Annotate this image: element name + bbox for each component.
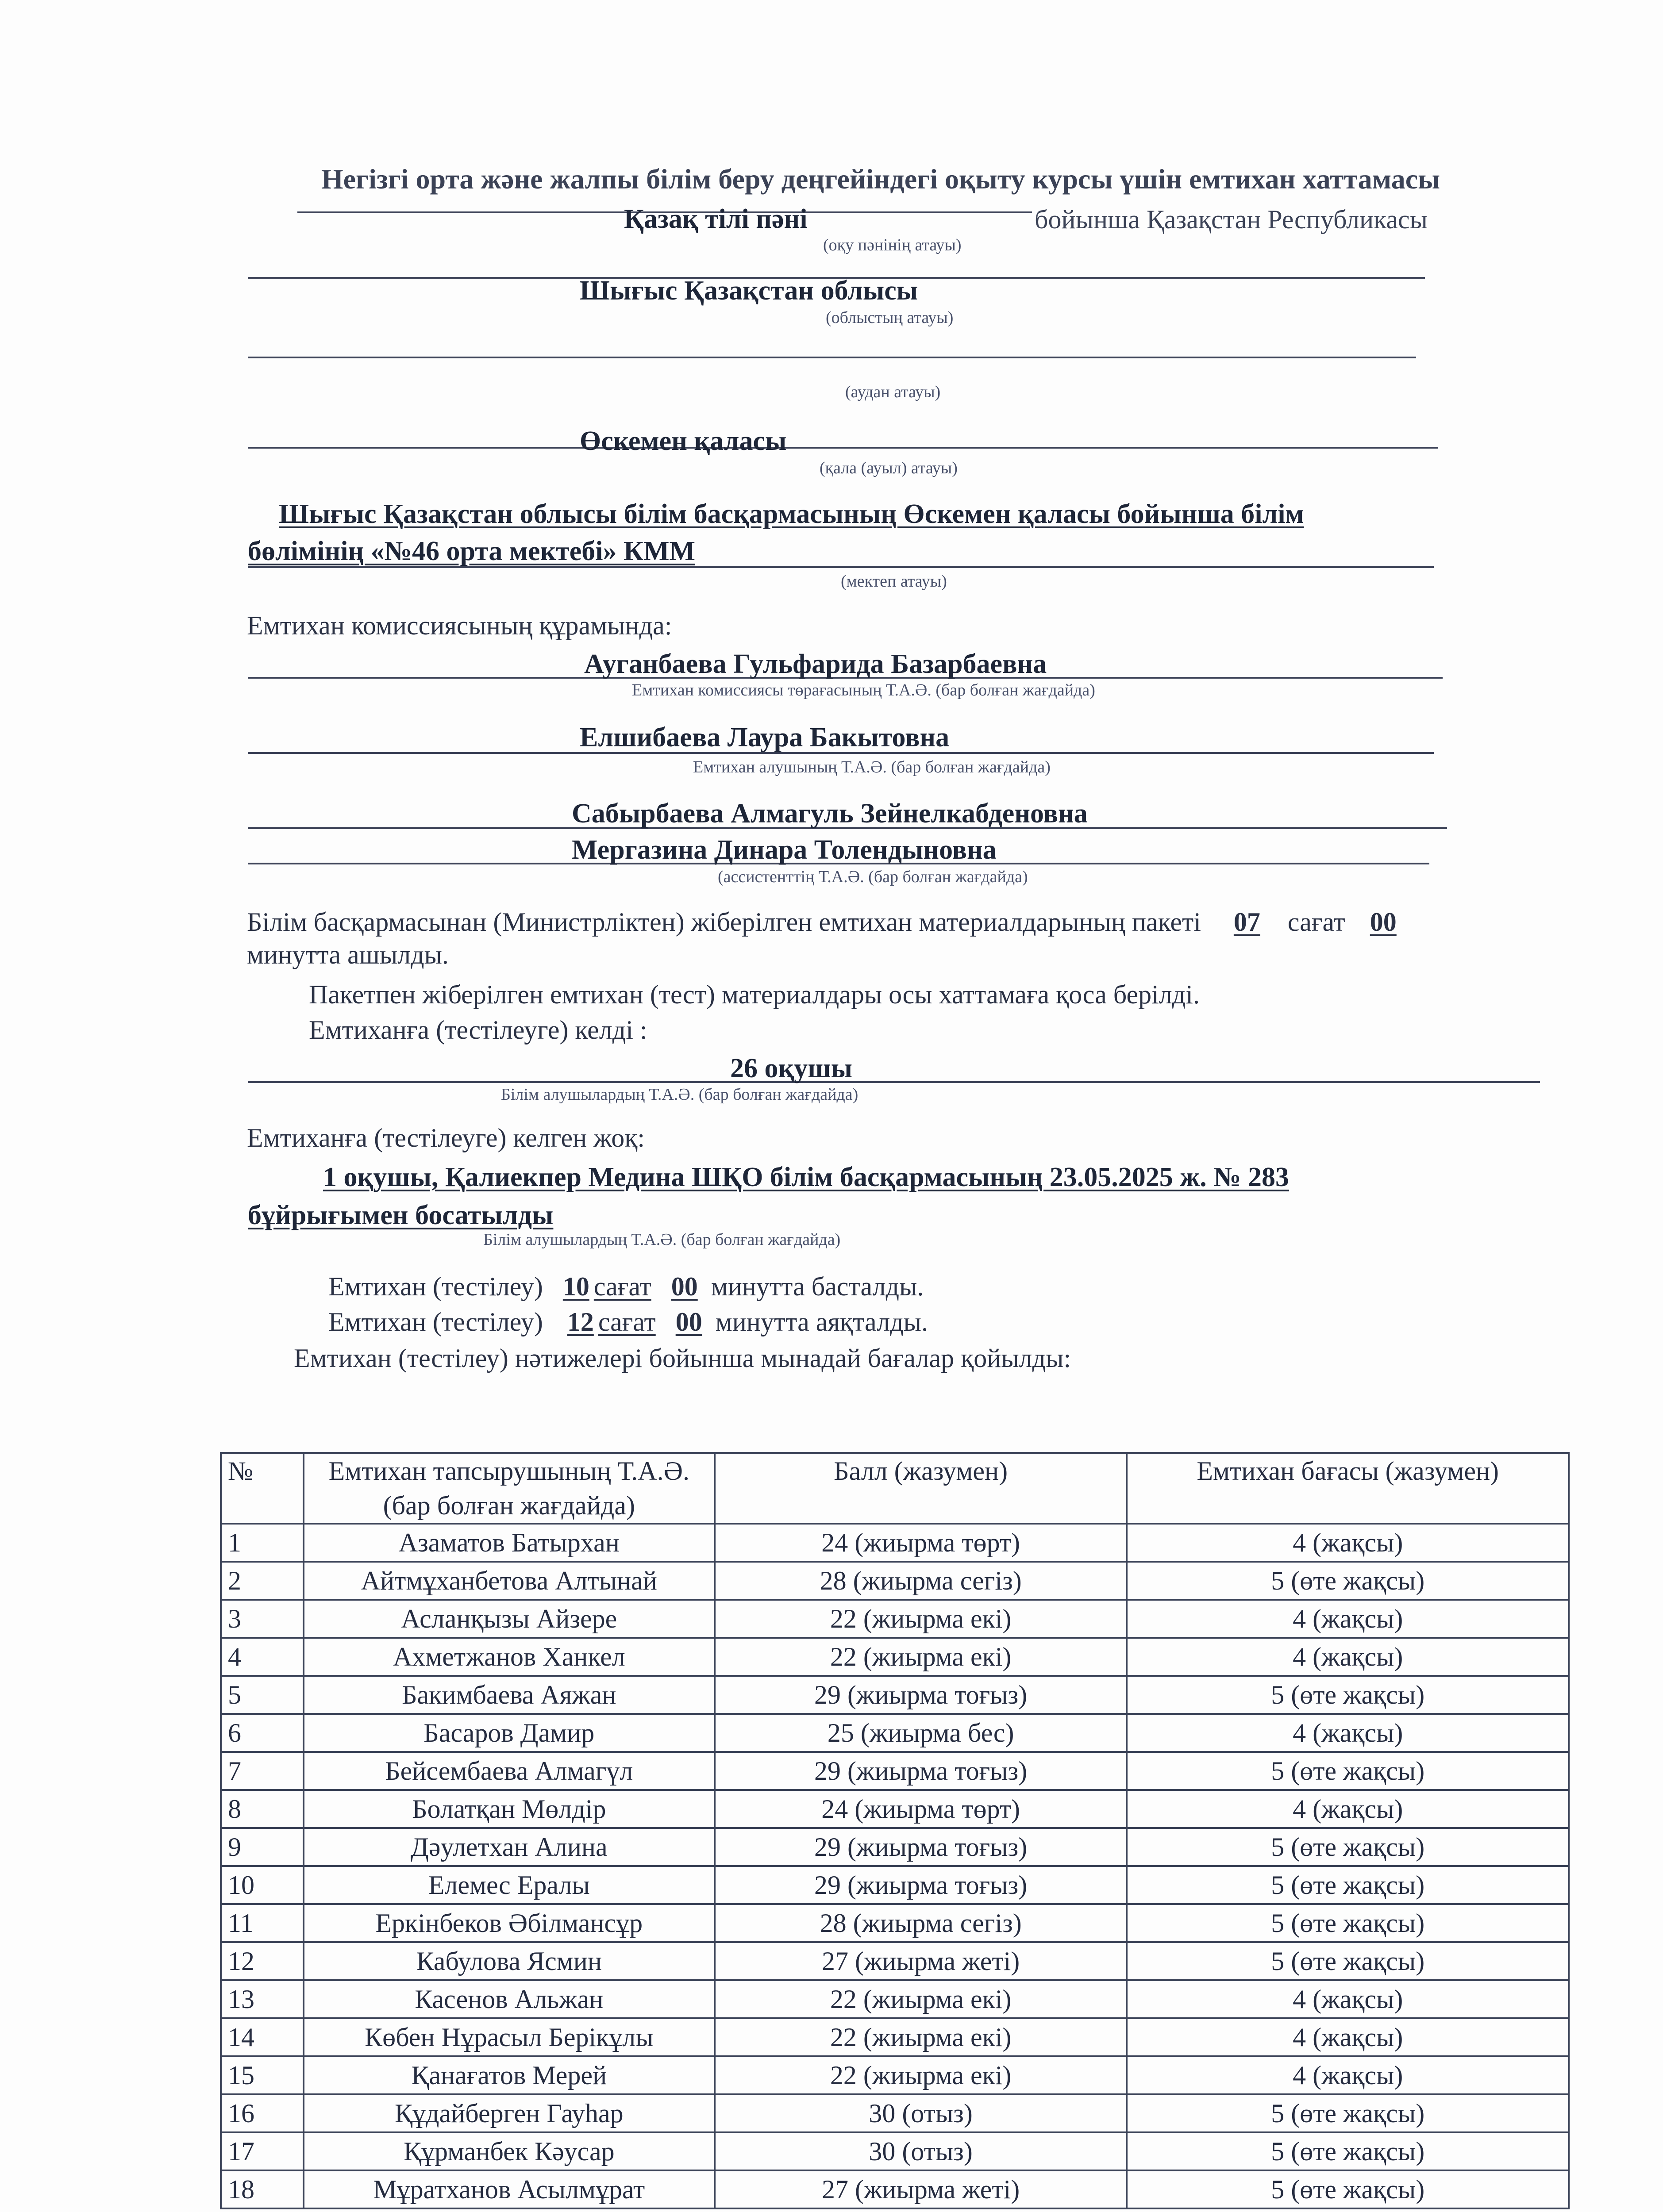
student-grade: 4 (жақсы) [1127,1600,1569,1638]
start-prefix: Емтихан (тестілеу) [328,1272,543,1301]
student-grade: 5 (өте жақсы) [1127,1942,1569,1980]
chair-name: Ауганбаева Гульфарида Базарбаевна [584,649,1047,679]
document-title: Негізгі орта және жалпы білім беру деңгейіндегі оқыту курсы үшін емтихан хаттамасы [321,163,1440,195]
student-grade: 4 (жақсы) [1127,1714,1569,1752]
row-number: 1 [221,1524,304,1562]
package-text-after: минутта ашылды. [247,940,449,969]
student-score: 29 (жиырма тоғыз) [715,1828,1127,1866]
table-row [221,1524,1569,1562]
student-name: Құрманбек Кәусар [304,2132,715,2170]
student-grade: 4 (жақсы) [1127,1980,1569,2018]
end-hour-word: сағат [598,1307,656,1336]
assistant1-name: Сабырбаева Алмагуль Зейнелкабденовна [572,799,1088,829]
region-caption: (облыстың атауы) [826,308,954,327]
student-name: Бакимбаева Аяжан [304,1676,715,1714]
table-row [221,1980,1569,2018]
arrived-value: 26 оқушы [730,1053,852,1083]
subject-suffix: бойынша Қазақстан Республикасы [1035,205,1428,234]
start-hour: 10 [562,1272,589,1301]
subject-value: Қазақ тілі пәні [624,204,808,234]
student-name: Касенов Альжан [304,1980,715,2018]
student-grade: 4 (жақсы) [1127,2018,1569,2056]
row-number: 3 [221,1600,304,1638]
student-name: Мұратханов Асылмұрат [304,2170,715,2208]
student-grade: 5 (өте жақсы) [1127,2170,1569,2208]
arrived-label: Емтиханға (тестілеуге) келді : [309,1015,647,1045]
city-value: Өскемен қаласы [580,426,787,456]
student-name: Асланқызы Айзере [304,1600,715,1638]
student-score: 22 (жиырма екі) [715,2018,1127,2056]
row-number: 12 [221,1942,304,1980]
student-score: 30 (отыз) [715,2094,1127,2132]
row-number: 2 [221,1562,304,1600]
arrived-caption: Білім алушылардың Т.А.Ә. (бар болған жағдайда) [501,1085,858,1104]
package-hour: 07 [1233,907,1260,937]
package-hour-word: сағат [1287,907,1345,937]
student-score: 24 (жиырма төрт) [715,1790,1127,1828]
package-text [247,907,1400,937]
student-grade: 4 (жақсы) [1127,1638,1569,1676]
student-score: 28 (жиырма сегіз) [715,1562,1127,1600]
table-row [221,2132,1569,2170]
table-row [221,1714,1569,1752]
header-score: Балл (жазумен) [715,1453,1127,1524]
start-time [328,1271,924,1302]
examiner-caption: Емтихан алушының Т.А.Ә. (бар болған жағдайда) [693,758,1051,776]
row-number: 15 [221,2056,304,2094]
student-score: 25 (жиырма бес) [715,1714,1127,1752]
student-score: 29 (жиырма тоғыз) [715,1866,1127,1904]
student-score: 22 (жиырма екі) [715,1980,1127,2018]
table-row [221,1676,1569,1714]
row-number: 6 [221,1714,304,1752]
student-score: 24 (жиырма төрт) [715,1524,1127,1562]
city-caption: (қала (ауыл) атауы) [820,459,958,477]
chair-caption: Емтихан комиссиясы төрағасының Т.А.Ә. (бар болған жағдайда) [632,681,1095,699]
commission-heading: Емтихан комиссиясының құрамында: [247,611,672,640]
header-num: № [221,1453,304,1524]
package-attached: Пакетпен жіберілген емтихан (тест) материалдары осы хаттамаға қоса берілді. [309,980,1200,1009]
absent-line1: 1 оқушы, Қалиекпер Медина ШҚО білім басқармасының 23.05.2025 ж. № 283 [323,1162,1290,1192]
school-name-line1: Шығыс Қазақстан облысы білім басқармасының Өскемен қаласы бойынша білім [279,499,1304,529]
row-number: 10 [221,1866,304,1904]
absent-line2: бұйрығымен босатылды [248,1200,554,1230]
row-number: 17 [221,2132,304,2170]
row-number: 4 [221,1638,304,1676]
table-row [221,1828,1569,1866]
row-number: 13 [221,1980,304,2018]
student-score: 22 (жиырма екі) [715,2056,1127,2094]
student-grade: 4 (жақсы) [1127,2056,1569,2094]
student-name: Дәулетхан Алина [304,1828,715,1866]
student-score: 27 (жиырма жеті) [715,2170,1127,2208]
table-row [221,1638,1569,1676]
table-row [221,1866,1569,1904]
student-score: 29 (жиырма тоғыз) [715,1752,1127,1790]
student-grade: 5 (өте жақсы) [1127,2132,1569,2170]
student-name: Азаматов Батырхан [304,1524,715,1562]
student-score: 30 (отыз) [715,2132,1127,2170]
row-number: 16 [221,2094,304,2132]
arrived-underline [248,1081,1540,1083]
row-number: 14 [221,2018,304,2056]
student-grade: 5 (өте жақсы) [1127,1828,1569,1866]
student-grade: 4 (жақсы) [1127,1790,1569,1828]
student-grade: 5 (өте жақсы) [1127,1866,1569,1904]
row-number: 9 [221,1828,304,1866]
student-grade: 5 (өте жақсы) [1127,1676,1569,1714]
city-underline [248,447,1438,449]
student-score: 28 (жиырма сегіз) [715,1904,1127,1942]
end-time [328,1307,928,1337]
row-number: 7 [221,1752,304,1790]
student-grade: 4 (жақсы) [1127,1524,1569,1562]
table-row [221,1790,1569,1828]
examiner-name: Елшибаева Лаура Бакытовна [580,722,950,753]
table-row [221,1600,1569,1638]
results-body [221,1524,1569,2208]
package-text-before: Білім басқармасынан (Министрліктен) жіберілген емтихан материалдарының пакеті [247,907,1201,937]
row-number: 5 [221,1676,304,1714]
results-header-row [221,1453,1569,1524]
absent-caption: Білім алушылардың Т.А.Ә. (бар болған жағдайда) [483,1230,841,1249]
start-suffix: минутта басталды. [711,1272,924,1301]
student-grade: 5 (өте жақсы) [1127,2094,1569,2132]
student-name: Елемес Ералы [304,1866,715,1904]
subject-caption: (оқу пәнінің атауы) [823,236,962,254]
table-row [221,2094,1569,2132]
district-underline [248,357,1416,358]
absent-label: Емтиханға (тестілеуге) келген жоқ: [247,1123,645,1152]
region-value: Шығыс Қазақстан облысы [580,276,918,306]
student-score: 22 (жиырма екі) [715,1600,1127,1638]
assistant2-caption: (ассистенттің Т.А.Ә. (бар болған жағдайда) [718,868,1028,886]
student-grade: 5 (өте жақсы) [1127,1562,1569,1600]
student-name: Көбен Нұрасыл Берікұлы [304,2018,715,2056]
student-name: Құдайберген Гауһар [304,2094,715,2132]
student-name: Қанағатов Мерей [304,2056,715,2094]
row-number: 18 [221,2170,304,2208]
row-number: 11 [221,1904,304,1942]
table-row [221,2056,1569,2094]
student-name: Еркінбеков Әбілмансұр [304,1904,715,1942]
header-name: Емтихан тапсырушының Т.А.Ә. (бар болған жағдайда) [304,1453,715,1524]
student-score: 27 (жиырма жеті) [715,1942,1127,1980]
school-name [248,495,1553,570]
absent-details [248,1158,1547,1234]
student-score: 22 (жиырма екі) [715,1638,1127,1676]
start-minute: 00 [671,1272,698,1301]
student-score: 29 (жиырма тоғыз) [715,1676,1127,1714]
student-name: Бейсембаева Алмагүл [304,1752,715,1790]
header-grade: Емтихан бағасы (жазумен) [1127,1453,1569,1524]
end-prefix: Емтихан (тестілеу) [328,1307,543,1336]
district-caption: (аудан атауы) [845,383,941,401]
school-caption: (мектеп атауы) [841,572,947,591]
student-grade: 5 (өте жақсы) [1127,1752,1569,1790]
student-name: Кабулова Ясмин [304,1942,715,1980]
results-table [220,1452,1570,2209]
student-name: Айтмұханбетова Алтынай [304,1562,715,1600]
school-name-line2: бөлімінің «№46 орта мектебі» КММ [248,536,695,566]
end-suffix: минутта аяқталды. [715,1307,928,1336]
table-row [221,2170,1569,2208]
table-row [221,2018,1569,2056]
results-intro: Емтихан (тестілеу) нәтижелері бойынша мынадай бағалар қойылды: [294,1344,1071,1373]
student-name: Болатқан Мөлдір [304,1790,715,1828]
table-row [221,1752,1569,1790]
school-underline [248,566,1434,568]
student-grade: 5 (өте жақсы) [1127,1904,1569,1942]
start-hour-word: сағат [593,1272,651,1301]
table-row [221,1942,1569,1980]
row-number: 8 [221,1790,304,1828]
end-minute: 00 [675,1307,702,1336]
student-name: Ахметжанов Ханкел [304,1638,715,1676]
table-row [221,1904,1569,1942]
assistant2-name: Мергазина Динара Толендыновна [572,835,997,865]
student-name: Басаров Дамир [304,1714,715,1752]
package-minute: 00 [1370,907,1397,937]
end-hour: 12 [567,1307,594,1336]
table-row [221,1562,1569,1600]
